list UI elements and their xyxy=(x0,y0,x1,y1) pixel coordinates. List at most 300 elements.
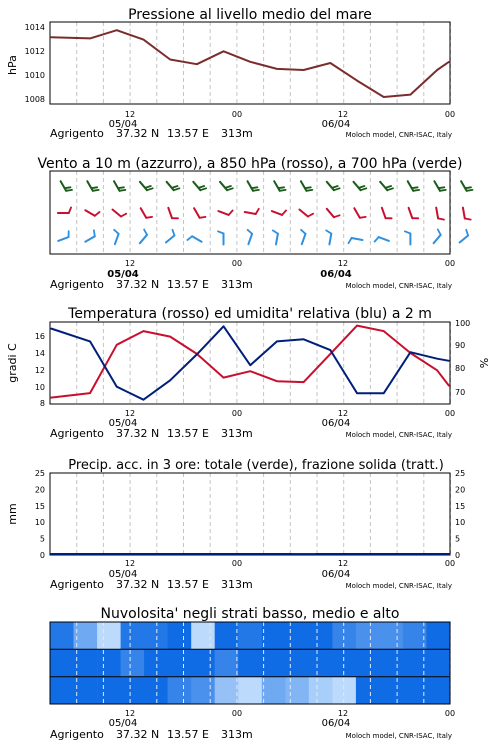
cloud-cell xyxy=(50,677,74,704)
station-lat: 37.32 N xyxy=(116,578,160,591)
humidity-point xyxy=(448,360,450,362)
barb-shaft xyxy=(463,208,465,219)
humidity-point xyxy=(436,358,438,360)
cloud-cell xyxy=(285,622,309,649)
wind-barb xyxy=(220,182,233,190)
cloud-cell xyxy=(356,622,380,649)
station-lat: 37.32 N xyxy=(116,127,160,140)
humidity-point xyxy=(356,392,358,394)
x-date-2: 06/04 xyxy=(320,269,352,280)
pressure-series xyxy=(50,29,450,97)
x-tick-12b: 12 xyxy=(337,709,349,718)
barb-feather xyxy=(306,190,312,191)
pressure-point xyxy=(436,69,438,71)
barb-feather xyxy=(147,188,153,190)
barb-shaft xyxy=(248,181,254,191)
barb-feather xyxy=(308,214,313,217)
precipitation-ytick-right: 0 xyxy=(455,551,461,560)
station-name: Agrigento xyxy=(50,578,104,591)
barb-feather xyxy=(93,190,99,191)
cloud-cell xyxy=(403,622,427,649)
x-tick-00b: 00 xyxy=(444,110,456,119)
barb-shaft xyxy=(329,234,331,245)
precipitation-gridlines xyxy=(77,473,451,555)
pressure-point xyxy=(116,29,118,31)
x-tick-12b: 12 xyxy=(337,110,349,119)
cloud-cell xyxy=(191,677,215,704)
barb-shaft xyxy=(274,181,280,191)
temperature-ytick: 8 xyxy=(39,399,45,408)
barb-feather xyxy=(66,190,72,191)
x-tick-00a: 00 xyxy=(231,709,243,718)
barb-feather xyxy=(361,188,367,190)
station-name: Agrigento xyxy=(50,127,104,140)
pressure-gridlines xyxy=(77,22,451,104)
pressure-panel xyxy=(6,7,455,140)
wind-barb xyxy=(193,182,206,190)
cloud-cell xyxy=(262,649,286,676)
wind-barb xyxy=(436,208,444,220)
cloud-cell xyxy=(238,649,262,676)
barb-feather xyxy=(120,190,126,191)
cloud-cell xyxy=(332,677,356,704)
barb-feather xyxy=(280,190,286,191)
barb-shaft xyxy=(382,208,386,218)
barb-feather xyxy=(273,230,278,233)
model-credit: Moloch model, CNR-ISAC, Italy xyxy=(345,282,452,290)
humidity-point xyxy=(223,326,225,328)
humidity-point xyxy=(50,328,52,330)
wind-barb xyxy=(327,182,340,190)
cloud-cell xyxy=(97,649,121,676)
wind-barb xyxy=(140,230,147,244)
cloud-heatmap xyxy=(50,622,450,704)
barb-shaft xyxy=(408,181,414,191)
station-lon: 13.57 E xyxy=(167,578,209,591)
precipitation-ylabel: mm xyxy=(6,503,19,525)
cloud-cell xyxy=(427,677,451,704)
wind-barb xyxy=(248,181,259,191)
humidity-point xyxy=(116,386,118,388)
station-lon: 13.57 E xyxy=(167,427,209,440)
wind-barb xyxy=(218,210,232,215)
cloud-cell xyxy=(168,649,192,676)
wind-barb xyxy=(380,182,393,190)
cloud-panel xyxy=(50,606,455,741)
humidity-point xyxy=(196,354,198,356)
barb-feather xyxy=(375,237,379,242)
precipitation-ytick-right: 10 xyxy=(455,518,466,528)
temperature-point xyxy=(116,344,118,346)
barb-feather xyxy=(385,186,391,188)
temperature-point xyxy=(50,397,52,399)
cloud-cell xyxy=(215,677,239,704)
pressure-point xyxy=(89,38,91,40)
model-credit: Moloch model, CNR-ISAC, Italy xyxy=(345,582,452,590)
pressure-plot-frame xyxy=(50,22,450,104)
cloud-cell xyxy=(215,649,239,676)
station-alt: 313m xyxy=(221,728,253,741)
cloud-cell xyxy=(427,622,451,649)
temperature-ytick: 14 xyxy=(34,349,45,358)
wind-barb xyxy=(245,209,259,214)
wind-barb xyxy=(166,230,175,243)
humidity-point xyxy=(169,380,171,382)
wind-title: Vento a 10 m (azzurro), a 850 hPa (rosso), a 700 hPa (verde) xyxy=(37,156,463,172)
wind-barb xyxy=(248,230,253,244)
humidity-point xyxy=(383,392,385,394)
barb-shaft xyxy=(379,237,389,241)
x-tick-12b: 12 xyxy=(337,259,349,268)
cloud-cell xyxy=(238,622,262,649)
x-tick-12a: 12 xyxy=(124,259,136,268)
x-tick-00a: 00 xyxy=(231,409,243,418)
barb-shaft xyxy=(354,182,361,190)
cloud-cell xyxy=(144,622,168,649)
wind-barb xyxy=(58,207,71,213)
wind-barb xyxy=(382,208,392,219)
pressure-point xyxy=(50,36,52,38)
model-credit: Moloch model, CNR-ISAC, Italy xyxy=(345,732,452,740)
barb-feather xyxy=(199,186,205,188)
cloud-cell xyxy=(379,677,403,704)
wind-barb xyxy=(87,181,98,191)
x-date-1: 05/04 xyxy=(108,418,138,429)
barb-feather xyxy=(172,186,178,188)
cloud-cell xyxy=(121,622,145,649)
barb-feather xyxy=(187,236,192,240)
cloud-cell xyxy=(403,677,427,704)
cloud-cell xyxy=(262,677,286,704)
barb-shaft xyxy=(194,208,200,218)
cloud-cell xyxy=(403,649,427,676)
cloud-cell xyxy=(309,677,333,704)
cloud-cell xyxy=(379,649,403,676)
wind-barb xyxy=(113,210,127,217)
wind-barb xyxy=(114,181,125,191)
wind-barb xyxy=(301,181,312,191)
wind-barb xyxy=(409,208,419,219)
barb-shaft xyxy=(141,208,147,218)
x-date-2: 06/04 xyxy=(321,569,351,580)
temperature-title: Temperatura (rosso) ed umidita' relativa (blu) a 2 m xyxy=(68,306,432,322)
station-alt: 313m xyxy=(221,427,253,440)
wind-gridlines xyxy=(77,171,451,254)
x-tick-12a: 12 xyxy=(124,559,136,568)
x-date-2: 06/04 xyxy=(321,418,351,429)
barb-shaft xyxy=(85,210,95,216)
station-alt: 313m xyxy=(221,127,253,140)
barb-shaft xyxy=(461,181,467,191)
wind-barb xyxy=(408,181,419,191)
cloud-cell xyxy=(144,649,168,676)
cloud-cell xyxy=(427,649,451,676)
wind-barb xyxy=(274,181,285,191)
barb-feather xyxy=(65,187,71,188)
temperature-line xyxy=(51,326,449,398)
wind-barb xyxy=(273,230,278,244)
wind-barb xyxy=(375,237,389,242)
cloud-cell xyxy=(262,622,286,649)
pressure-ytick: 1014 xyxy=(24,23,45,32)
cloud-cell xyxy=(215,622,239,649)
barb-shaft xyxy=(220,182,227,190)
x-date-1: 05/04 xyxy=(108,119,138,130)
barb-shaft xyxy=(434,181,440,191)
barb-shaft xyxy=(113,210,122,217)
x-tick-00b: 00 xyxy=(444,559,456,568)
wind-barb xyxy=(140,182,153,190)
temperature-ylabel: gradi C xyxy=(6,343,19,383)
station-lon: 13.57 E xyxy=(167,127,209,140)
barb-feather xyxy=(278,187,284,188)
pressure-point xyxy=(448,61,450,63)
temperature-gridlines xyxy=(77,322,451,404)
barb-shaft xyxy=(380,182,387,190)
barb-feather xyxy=(467,190,473,191)
barb-feather xyxy=(412,187,418,188)
temperature-point xyxy=(356,325,358,327)
wind-barb xyxy=(460,230,469,243)
barb-feather xyxy=(465,218,471,219)
barb-feather xyxy=(334,215,340,217)
barb-shaft xyxy=(167,182,174,190)
pressure-point xyxy=(249,61,251,63)
model-credit: Moloch model, CNR-ISAC, Italy xyxy=(345,131,452,139)
barb-feather xyxy=(146,217,152,218)
pressure-point xyxy=(303,69,305,71)
barb-feather xyxy=(69,207,71,213)
barb-feather xyxy=(248,230,253,234)
x-tick-12b: 12 xyxy=(337,559,349,568)
cloud-cell xyxy=(356,649,380,676)
temperature-point xyxy=(448,385,450,387)
humidity-line xyxy=(51,326,449,399)
wind-barb xyxy=(58,231,68,241)
wind-barb xyxy=(301,230,306,244)
barb-shaft xyxy=(276,234,278,245)
barb-shaft xyxy=(302,234,306,244)
station-alt: 313m xyxy=(221,578,253,591)
station-alt: 313m xyxy=(221,278,253,291)
temperature-point xyxy=(249,370,251,372)
barb-feather xyxy=(174,188,180,190)
pressure-point xyxy=(223,51,225,53)
station-lat: 37.32 N xyxy=(116,427,160,440)
x-date-2: 06/04 xyxy=(321,718,351,729)
temperature-point xyxy=(303,381,305,383)
barb-shaft xyxy=(248,234,252,244)
pressure-line xyxy=(51,30,449,97)
precipitation-ytick-right: 5 xyxy=(455,534,461,544)
humidity-ylabel: % xyxy=(478,357,491,369)
precipitation-ytick-right: 15 xyxy=(455,501,466,511)
cloud-cell xyxy=(97,677,121,704)
cloud-cell xyxy=(285,677,309,704)
temperature-point xyxy=(169,336,171,338)
wind-barb xyxy=(218,231,224,244)
station-lon: 13.57 E xyxy=(167,278,209,291)
x-tick-12a: 12 xyxy=(124,409,136,418)
temperature-ytick: 16 xyxy=(34,332,45,341)
barb-shaft xyxy=(61,181,67,191)
x-tick-12a: 12 xyxy=(124,110,136,119)
pressure-point xyxy=(330,62,332,64)
barb-feather xyxy=(360,217,366,218)
cloud-cell xyxy=(309,622,333,649)
barb-feather xyxy=(145,186,151,188)
temperature-plot-frame xyxy=(50,322,450,404)
wind-barb xyxy=(141,208,152,218)
wind-barb xyxy=(168,208,178,219)
pressure-ytick: 1010 xyxy=(24,71,45,80)
humidity-point xyxy=(410,351,412,353)
humidity-ytick: 80 xyxy=(455,364,466,373)
barb-feather xyxy=(118,187,124,188)
wind-barb xyxy=(434,181,445,191)
barb-feather xyxy=(200,188,206,190)
temperature-ytick: 12 xyxy=(34,366,45,375)
barb-feather xyxy=(227,188,233,190)
barb-shaft xyxy=(409,208,413,218)
barb-feather xyxy=(94,230,95,236)
temperature-point xyxy=(330,353,332,355)
wind-barb xyxy=(85,230,95,242)
pressure-title: Pressione al livello medio del mare xyxy=(128,7,372,23)
x-date-2: 06/04 xyxy=(321,119,351,130)
cloud-cell xyxy=(50,649,74,676)
cloud-cell xyxy=(191,622,215,649)
x-tick-00a: 00 xyxy=(231,259,243,268)
precipitation-ytick-right: 25 xyxy=(455,469,466,478)
barb-shaft xyxy=(436,208,438,219)
wind-barbs xyxy=(58,181,473,244)
wind-barb xyxy=(463,208,471,220)
barb-feather xyxy=(256,209,259,214)
humidity-ytick: 70 xyxy=(455,388,466,397)
humidity-point xyxy=(89,341,91,343)
wind-barb xyxy=(326,230,331,244)
pressure-point xyxy=(276,68,278,70)
barb-shaft xyxy=(115,234,119,244)
barb-feather xyxy=(121,214,126,217)
wind-barb xyxy=(461,181,472,191)
temperature-point xyxy=(436,370,438,372)
barb-feather xyxy=(305,187,311,188)
barb-feather xyxy=(114,230,119,234)
station-name: Agrigento xyxy=(50,427,104,440)
pressure-ytick: 1008 xyxy=(24,95,45,104)
cloud-cell xyxy=(238,677,262,704)
wind-barb xyxy=(354,208,365,218)
barb-feather xyxy=(229,210,233,215)
model-credit: Moloch model, CNR-ISAC, Italy xyxy=(345,431,452,439)
barb-feather xyxy=(440,190,446,191)
barb-shaft xyxy=(87,181,93,191)
precipitation-ytick: 0 xyxy=(39,551,45,560)
temperature-panel xyxy=(6,306,491,440)
x-tick-00b: 00 xyxy=(444,259,456,268)
humidity-point xyxy=(249,364,251,366)
cloud-cell xyxy=(121,677,145,704)
temperature-point xyxy=(276,380,278,382)
cloud-cell xyxy=(332,622,356,649)
pressure-point xyxy=(410,94,412,96)
barb-shaft xyxy=(299,210,308,217)
cloud-cell xyxy=(168,677,192,704)
station-lat: 37.32 N xyxy=(116,728,160,741)
pressure-point xyxy=(143,39,145,41)
cloud-cell xyxy=(285,649,309,676)
station-lat: 37.32 N xyxy=(116,278,160,291)
x-date-1: 05/04 xyxy=(108,569,138,580)
barb-shaft xyxy=(301,181,307,191)
station-name: Agrigento xyxy=(50,278,104,291)
barb-shaft xyxy=(140,235,147,243)
barb-feather xyxy=(225,186,231,188)
wind-panel xyxy=(37,156,472,291)
barb-feather xyxy=(301,230,306,234)
barb-feather xyxy=(253,190,259,191)
cloud-cell xyxy=(50,622,74,649)
barb-shaft xyxy=(460,236,469,243)
humidity-point xyxy=(303,339,305,341)
barb-feather xyxy=(200,217,206,218)
x-date-1: 05/04 xyxy=(108,718,138,729)
x-tick-00b: 00 xyxy=(444,409,456,418)
cloud-cell xyxy=(332,649,356,676)
pressure-point xyxy=(196,63,198,65)
pressure-point xyxy=(169,59,171,61)
temperature-point xyxy=(89,392,91,394)
barb-feather xyxy=(438,187,444,188)
temperature-ytick: 10 xyxy=(34,383,45,392)
barb-feather xyxy=(95,212,100,216)
wind-barb xyxy=(85,210,99,216)
cloud-cell xyxy=(309,649,333,676)
x-tick-00a: 00 xyxy=(231,110,243,119)
x-date-1: 05/04 xyxy=(107,269,139,280)
barb-feather xyxy=(334,188,340,190)
barb-feather xyxy=(405,231,411,233)
precipitation-ytick: 20 xyxy=(34,485,45,495)
pressure-point xyxy=(383,96,385,98)
humidity-point xyxy=(143,399,145,401)
barb-feather xyxy=(466,230,468,236)
precipitation-yticks xyxy=(35,469,465,560)
precipitation-ytick-right: 20 xyxy=(455,485,466,495)
temperature-point xyxy=(223,377,225,379)
barb-feather xyxy=(91,187,97,188)
barb-feather xyxy=(387,188,393,190)
barb-shaft xyxy=(193,182,200,190)
wind-barb xyxy=(187,236,201,242)
humidity-point xyxy=(330,349,332,351)
wind-barb xyxy=(434,230,441,244)
barb-shaft xyxy=(434,235,441,243)
barb-shaft xyxy=(272,211,282,215)
barb-shaft xyxy=(354,208,360,218)
wind-barb xyxy=(114,230,119,244)
barb-feather xyxy=(326,230,331,233)
pressure-ylabel: hPa xyxy=(6,55,19,75)
cloud-cell xyxy=(379,622,403,649)
barb-feather xyxy=(438,218,444,219)
station-lon: 13.57 E xyxy=(167,728,209,741)
cloud-cell xyxy=(191,649,215,676)
x-tick-12b: 12 xyxy=(337,409,349,418)
humidity-point xyxy=(276,341,278,343)
